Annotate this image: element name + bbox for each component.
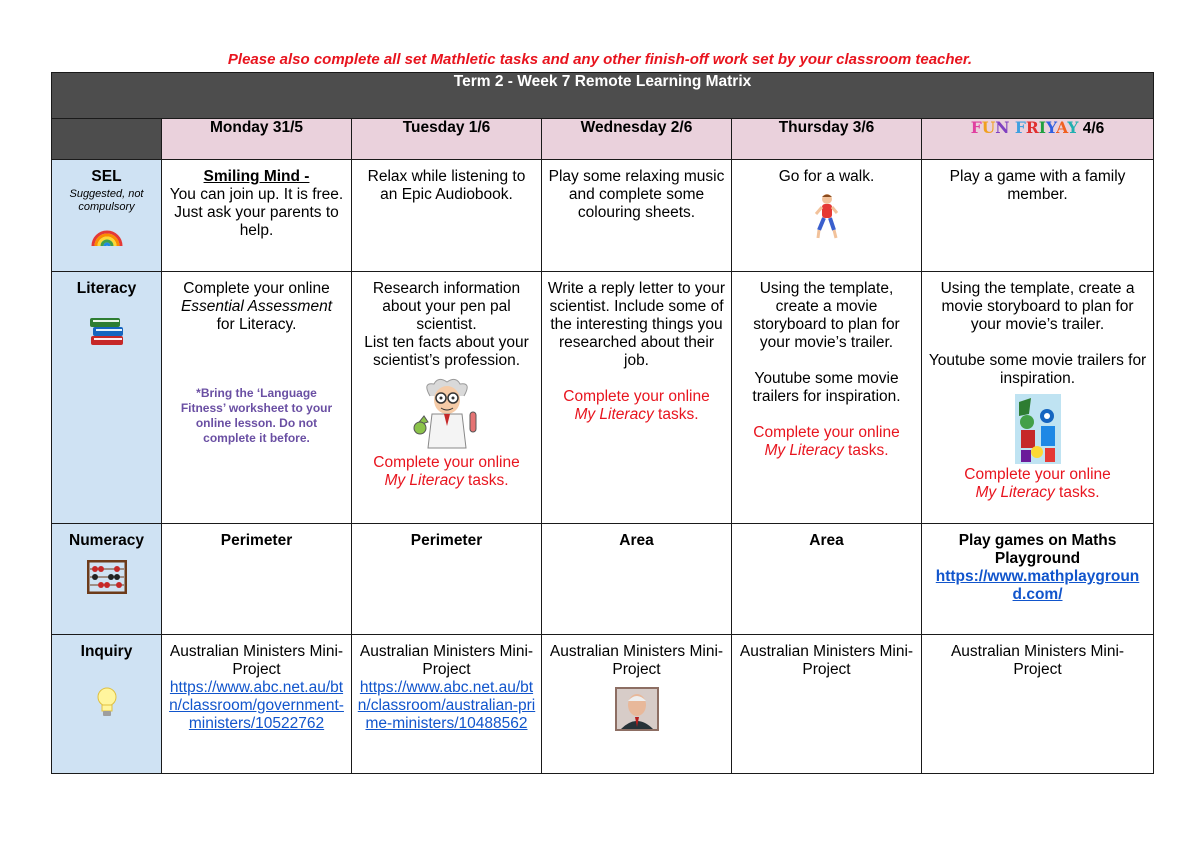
my-literacy-reminder xyxy=(737,424,916,460)
friday-date: 4/6 xyxy=(1078,120,1105,137)
inquiry-monday-text: Australian Ministers Mini-Project xyxy=(169,643,344,678)
day-header-monday: Monday 31/5 xyxy=(162,119,352,160)
numeracy-tuesday xyxy=(352,524,542,635)
literacy-row-header xyxy=(52,272,162,524)
numeracy-friday xyxy=(922,524,1154,635)
literacy-friday xyxy=(922,272,1154,524)
fun-friyay-letter: U xyxy=(981,118,996,137)
reminder-line: Complete your online xyxy=(563,388,710,405)
literacy-thursday-text2: Youtube some movie trailers for inspiration. xyxy=(752,370,901,405)
books-icon xyxy=(88,312,126,348)
reminder-tail: tasks. xyxy=(463,472,509,489)
language-fitness-note: *Bring the ‘Language Fitness’ worksheet to your online lesson. Do not complete it before. xyxy=(180,386,333,445)
reminder-line: Complete your online xyxy=(964,466,1111,483)
sel-sublabel: Suggested, not compulsory xyxy=(69,188,144,213)
literacy-monday-line1: Complete your online xyxy=(183,280,330,297)
fun-friyay-wordart xyxy=(971,118,1079,137)
numeracy-tuesday-text: Perimeter xyxy=(410,532,483,549)
sel-thursday-text: Go for a walk. xyxy=(778,168,875,185)
numeracy-wednesday xyxy=(542,524,732,635)
abacus-icon xyxy=(87,560,127,594)
fun-friyay-letter: F xyxy=(1014,118,1026,137)
matrix-title: Term 2 - Week 7 Remote Learning Matrix xyxy=(52,73,1154,119)
sel-monday xyxy=(162,160,352,272)
sel-wednesday xyxy=(542,160,732,272)
fun-friyay-letter: A xyxy=(1056,118,1068,137)
running-kid-icon xyxy=(812,192,842,242)
prime-minister-portrait-icon xyxy=(615,687,659,731)
my-literacy-reminder xyxy=(357,454,536,490)
numeracy-monday-text: Perimeter xyxy=(220,532,293,549)
inquiry-thursday-text: Australian Ministers Mini-Project xyxy=(739,643,914,678)
numeracy-row-header xyxy=(52,524,162,635)
literacy-friday-text2: Youtube some movie trailers for inspiration. xyxy=(928,352,1147,387)
my-literacy-reminder xyxy=(547,388,726,424)
literacy-label: Literacy xyxy=(76,280,137,297)
inquiry-tuesday-text: Australian Ministers Mini-Project xyxy=(359,643,534,678)
instruction-notice: Please also complete all set Mathletic tasks and any other finish-off work set by your classroom teacher. xyxy=(227,51,973,68)
literacy-thursday-text: Using the template, create a movie storyboard to plan for your movie’s trailer. xyxy=(753,280,900,351)
literacy-wednesday xyxy=(542,272,732,524)
literacy-wednesday-text: Write a reply letter to your scientist. Include some of the interesting things you researched about their job. xyxy=(547,280,726,369)
btn-government-ministers-link[interactable]: https://www.abc.net.au/btn/classroom/government-ministers/10522762 xyxy=(169,679,344,732)
fun-friyay-letter: F xyxy=(970,118,982,137)
inquiry-thursday xyxy=(732,635,922,774)
my-literacy-name: My Literacy xyxy=(764,442,844,459)
numeracy-row xyxy=(52,524,1154,635)
btn-prime-ministers-link[interactable]: https://www.abc.net.au/btn/classroom/australian-prime-ministers/10488562 xyxy=(357,679,536,732)
sel-friday-text: Play a game with a family member. xyxy=(949,168,1126,203)
smiling-mind-title: Smiling Mind - xyxy=(203,168,310,185)
reminder-tail: tasks. xyxy=(653,406,699,423)
fun-friyay-letter: I xyxy=(1038,118,1047,137)
literacy-tuesday-text2: List ten facts about your scientist’s profession. xyxy=(364,334,529,369)
maths-playground-text: Play games on Maths Playground xyxy=(958,532,1117,567)
essential-assessment-text: Essential Assessment xyxy=(180,298,333,315)
my-literacy-name: My Literacy xyxy=(384,472,464,489)
inquiry-tuesday xyxy=(352,635,542,774)
my-literacy-reminder xyxy=(927,466,1148,502)
inquiry-friday-text: Australian Ministers Mini-Project xyxy=(950,643,1125,678)
inquiry-wednesday-text: Australian Ministers Mini-Project xyxy=(549,643,724,678)
title-row xyxy=(52,73,1154,119)
day-header-tuesday: Tuesday 1/6 xyxy=(352,119,542,160)
sel-friday xyxy=(922,160,1154,272)
sel-tuesday-text: Relax while listening to an Epic Audiobook. xyxy=(367,168,526,203)
literacy-tuesday xyxy=(352,272,542,524)
rainbow-icon xyxy=(90,220,124,248)
day-header-friday xyxy=(922,119,1154,160)
fun-friyay-letter: R xyxy=(1025,118,1039,137)
day-header-row xyxy=(52,119,1154,160)
sel-monday-text: You can join up. It is free. Just ask your parents to help. xyxy=(169,186,344,239)
reminder-tail: tasks. xyxy=(843,442,889,459)
inquiry-row-header xyxy=(52,635,162,774)
reminder-line: Complete your online xyxy=(753,424,900,441)
day-header-thursday: Thursday 3/6 xyxy=(732,119,922,160)
reminder-tail: tasks. xyxy=(1054,484,1100,501)
fun-friyay-letter: Y xyxy=(1067,118,1079,137)
numeracy-monday xyxy=(162,524,352,635)
literacy-friday-text: Using the template, create a movie storyboard to plan for your movie’s trailer. xyxy=(940,280,1135,333)
learning-matrix-table xyxy=(51,72,1154,774)
numeracy-wednesday-text: Area xyxy=(619,532,654,549)
sel-wednesday-text: Play some relaxing music and complete some colouring sheets. xyxy=(548,168,725,221)
sel-thursday xyxy=(732,160,922,272)
numeracy-thursday xyxy=(732,524,922,635)
maths-playground-link[interactable]: https://www.mathplayground.com/ xyxy=(935,568,1140,603)
inquiry-monday xyxy=(162,635,352,774)
sel-tuesday xyxy=(352,160,542,272)
sel-label: SEL xyxy=(91,168,122,185)
literacy-monday-line3: for Literacy. xyxy=(216,316,297,333)
inquiry-label: Inquiry xyxy=(80,643,133,660)
sel-row-header xyxy=(52,160,162,272)
literacy-row xyxy=(52,272,1154,524)
inquiry-wednesday xyxy=(542,635,732,774)
superheroes-icon xyxy=(1015,394,1061,464)
literacy-monday xyxy=(162,272,352,524)
day-header-wednesday: Wednesday 2/6 xyxy=(542,119,732,160)
reminder-line: Complete your online xyxy=(373,454,520,471)
lightbulb-icon xyxy=(96,687,118,717)
literacy-tuesday-text: Research information about your pen pal scientist. xyxy=(372,280,521,333)
my-literacy-name: My Literacy xyxy=(574,406,654,423)
numeracy-label: Numeracy xyxy=(69,532,144,549)
literacy-thursday xyxy=(732,272,922,524)
scientist-icon xyxy=(408,376,486,450)
sel-row xyxy=(52,160,1154,272)
fun-friyay-letter: Y xyxy=(1046,118,1057,137)
inquiry-friday xyxy=(922,635,1154,774)
header-corner xyxy=(52,119,162,160)
my-literacy-name: My Literacy xyxy=(975,484,1055,501)
numeracy-thursday-text: Area xyxy=(809,532,844,549)
fun-friyay-letter: N xyxy=(995,118,1010,137)
inquiry-row xyxy=(52,635,1154,774)
